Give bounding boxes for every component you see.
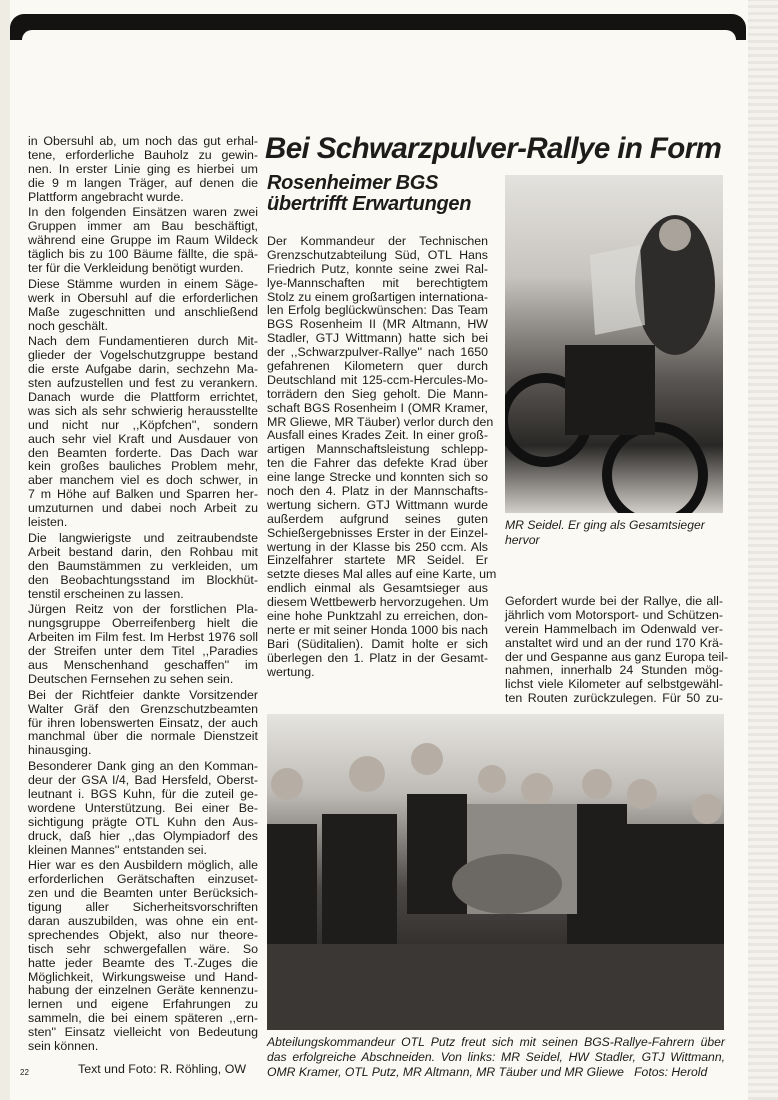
text-line: lernen und eigene Erfahrungen zu [28, 997, 258, 1012]
text-line: werk in Obersuhl auf die erforderlichen [28, 290, 258, 305]
photo1-caption: MR Seidel. Er ging als Gesamtsieger hervor [505, 518, 705, 547]
text-line: sichtigung prägte OTL Kuhn den Aus- [28, 814, 258, 829]
text-line: kein großes bauliches Problem mehr, [28, 459, 258, 474]
photo-group-riders [267, 714, 724, 1030]
right-column [505, 594, 729, 708]
text-line: eine hohe Punktzahl zu erreichen, don- [267, 609, 488, 624]
text-line: leutnant i. BGS Kuhn, für die zuteil ge- [28, 786, 258, 801]
article-title: Bei Schwarzpulver-Rallye in Form [265, 132, 722, 165]
text-line: Diese Stämme wurden in einem Säge- [28, 276, 258, 291]
text-line: Arbeit bestand darin, den Rohbau mit [28, 544, 258, 559]
text-line: auch sehr viel Kraft und Ausdauer von [28, 431, 258, 446]
subtitle-line: Rosenheimer BGS [267, 172, 439, 194]
text-line: len Erfolg beglückwünschen: Das Team [267, 303, 488, 318]
text-line: tenstil erscheinen zu lassen. [28, 586, 184, 601]
motorcycle-illustration [505, 175, 723, 513]
paragraph [28, 859, 258, 1053]
text-line: Stolz zu einem großartigen internationa- [267, 289, 488, 304]
text-line: lichst viele Kilometer auf selbstgewähl- [505, 677, 723, 692]
paragraph [505, 594, 729, 706]
photo-credit: Fotos: Herold [634, 1065, 708, 1079]
text-line: nahmen, innerhalb 24 Stunden mög- [505, 663, 723, 678]
text-line: noch den 4. Platz in der Mannschafts- [267, 484, 488, 499]
text-line: während eine Gruppe im Raum Wildeck [28, 233, 258, 248]
text-line: hinausging. [28, 743, 92, 758]
photo2-caption [267, 1035, 725, 1080]
text-line: Nach dem Fundamentieren durch Mit- [28, 334, 258, 349]
text-line: ter für die Verkleidung benötigt wurden. [28, 261, 244, 276]
text-line: erforderlichen Gerätschaften einzuset- [28, 872, 258, 887]
text-line: und nicht nur ,,Köpfchen'', sondern [28, 417, 258, 432]
text-line: Plattform angebracht wurde. [28, 189, 184, 204]
text-line: MR Gliewe, MR Täuber) verlor durch den [267, 414, 494, 429]
text-line: BGS Rosenheim II (MR Altmann, HW [267, 317, 488, 332]
text-line: anstaltet wird und an der rund 170 Krä- [505, 635, 723, 650]
text-line: leisten. [28, 515, 68, 530]
left-credit: Text und Foto: R. Röhling, OW [78, 1062, 247, 1076]
text-line: hatte jeder Beamte des T.-Zuges die [28, 955, 258, 970]
text-line: aber manchem viel es doch schwer, in [28, 473, 258, 488]
text-line: druck, daß hier ,,das Olympiadorf des [28, 828, 258, 843]
paragraph [28, 603, 258, 686]
text-line: der ,,Schwarzpulver-Rallye'' nach 1650 [267, 345, 488, 360]
text-line: Möglichkeit, Wirkungsweise und Hand- [28, 969, 258, 984]
text-line: In den folgenden Einsätzen waren zwei [28, 205, 258, 220]
text-line: der Streifen unter dem Titel ,,Paradies [28, 644, 258, 659]
text-line: Schießergebnisses Erster in der Einzel- [267, 525, 488, 540]
paragraph [28, 206, 258, 275]
text-line: deur der GSA I/4, Bad Hersfeld, Oberst- [28, 773, 258, 788]
text-line: manchmal über die normale Dienstzeit [28, 729, 258, 744]
text-line: tigung aller Sicherheitsvorschriften [28, 900, 258, 915]
text-line: wertung in der Klasse bis 250 ccm. Als [267, 539, 488, 554]
text-line: überlegen den 1. Platz in der Gesamt- [267, 650, 488, 665]
text-line: für ihren lobenswerten Einsatz, der auch [28, 715, 258, 730]
middle-column [267, 234, 497, 682]
paper-edge-left [0, 0, 10, 1100]
text-line: Friedrich Putz, konnte seine zwei Ral- [267, 261, 488, 276]
text-line: Hier war es den Ausbildern möglich, alle [28, 858, 258, 873]
paragraph [28, 135, 258, 204]
text-line: zen und die Beamten unter Berücksich- [28, 886, 258, 901]
text-line: sein können. [28, 1039, 99, 1053]
text-line: schaft BGS Rosenheim I (OMR Kramer, [267, 400, 488, 415]
text-line: nerte er mit seiner Honda 1000 bis nach [267, 622, 488, 637]
text-line: eine lange Strecke und konnten sich so [267, 470, 488, 485]
text-line: Gefordert wurde bei der Rallye, die all- [505, 594, 723, 608]
photo-rider-seidel [505, 175, 723, 513]
text-line: habung der einzelnen Geräte kennenzu- [28, 983, 258, 998]
page-number: 22 [20, 1068, 29, 1077]
text-line: täglich bis zu 100 Bäume fällte, die spä- [28, 247, 258, 262]
paragraph [28, 760, 258, 857]
text-line: den Beobachtungsstand im Blockhüt- [28, 572, 258, 587]
paper-edge-right [748, 0, 778, 1100]
text-line: noch geschält. [28, 318, 108, 333]
text-line: Stadler, GTJ Wittmann) hatte sich bei [267, 331, 488, 346]
text-line: Ausfall eines Krades Zeit. In einer groß- [267, 428, 488, 443]
text-line: die 9 m langen Träger, auf denen die [28, 175, 258, 190]
article-subtitle [267, 173, 471, 215]
text-line: Grenzschutzabteilung Süd, OTL Hans [267, 247, 488, 262]
text-line: nen. In erster Linie ging es hierbei um [28, 161, 258, 176]
text-line: umzuturnen und dabei noch Arbeit zu [28, 501, 258, 516]
text-line: Arbeiten im Film fest. Im Herbst 1976 soll [28, 630, 258, 645]
text-line: setzte dieses Mal alles auf eine Karte, um [267, 567, 497, 582]
group-illustration [267, 714, 724, 1030]
photo2-caption-text: Abteilungskommandeur OTL Putz freut sich mit seinen BGS-Rallye-Fahrern über das erfolgreiche Abschneiden. Von links: MR Seidel, HW Stadler, GTJ Wittmann, OMR Kramer, OTL Putz, MR Altmann, MR Täuber und MR Gliewe [267, 1035, 725, 1079]
text-line: Walter Gräf den Grenzschutzbeamten [28, 701, 258, 716]
text-line: diesem Wettbewerb hervorzugehen. Um [267, 595, 489, 610]
text-line: sten aufzustellen und fest zu verankern. [28, 376, 258, 391]
text-line: Besonderer Dank ging an den Komman- [28, 759, 258, 774]
text-line: was sich als sehr schwierig herausstellte [28, 403, 258, 418]
text-line: aus Menschenhand geschaffen'' im [28, 657, 258, 672]
text-line: Der Kommandeur der Technischen [267, 234, 488, 248]
text-line: Einzelfahrer startete MR Seidel. Er [267, 553, 488, 568]
text-line: daran auszubilden, was ohne ein ent- [28, 913, 258, 928]
text-line: gefahrenen Kilometern quer durch [267, 359, 488, 374]
text-line: ten die Fahrer das defekte Krad über [267, 456, 488, 471]
text-line: den Baumstämmen zu verkleiden, um [28, 558, 258, 573]
text-line: jährlich vom Motorsport- und Schützen- [505, 607, 723, 622]
text-line: sammeln, die bei einem späteren ,,ern- [28, 1011, 258, 1026]
text-line: Bei der Richtfeier dankte Vorsitzender [28, 687, 258, 702]
text-line: Die langwierigste und zeitraubendste [28, 530, 258, 545]
text-line: ten Routen zurückzulegen. Für 50 zu- [505, 691, 723, 706]
text-line: die erste Aufgabe darin, sechzehn Ma- [28, 362, 258, 377]
text-line: in Obersuhl ab, um noch das gut erhal- [28, 134, 258, 148]
text-line: glieder der Vogelschutzgruppe bestand [28, 348, 258, 363]
text-line: Deutschen Fernsehen zu sehen sein. [28, 671, 234, 686]
header-bar-inner [22, 30, 736, 44]
text-line: Deutschland mit 125-ccm-Hercules-Mo- [267, 372, 488, 387]
text-line: torrädern den Sieg geholt. Die Mann- [267, 386, 488, 401]
text-line: den Beamten forderte. Das Dach war [28, 445, 258, 460]
text-line: 7 m Höhe auf Balken und Sparren her- [28, 487, 258, 502]
text-line: endlich einmal als Gesamtsieger aus [267, 581, 488, 596]
subtitle-line: übertrifft Erwartungen [267, 193, 472, 215]
text-line: artigen Mannschaftsleistung schlepp- [267, 442, 488, 457]
text-line: Danach wurde die Plattform errichtet, [28, 390, 258, 405]
text-line: nungsgruppe Oberreifenberg hielt die [28, 616, 258, 631]
text-line: der und Gespanne aus ganz Europa teil- [505, 649, 729, 664]
paragraph [28, 532, 258, 601]
text-line: kleinen Mannes'' entstanden sei. [28, 842, 208, 857]
text-line: verein Hammelbach im Odenwald ver- [505, 621, 723, 636]
text-line: tene, erforderliche Bauholz zu gewin- [28, 147, 258, 162]
text-line: Maße zugeschnitten und anschließend [28, 304, 258, 319]
text-line: wordene Unterstützung. Bei einer Be- [28, 800, 258, 815]
text-line: sten'' Einsatz vielleicht von Bedeutung [28, 1025, 258, 1040]
paragraph [28, 278, 258, 334]
text-line: Gruppen immer am Bau beschäftigt, [28, 219, 258, 234]
text-line: Bari (Süditalien). Damit holte er sich [267, 636, 488, 651]
paragraph [28, 335, 258, 529]
text-line: tisch sehr schwergefallen wäre. So [28, 941, 258, 956]
paragraph [267, 234, 497, 680]
text-line: lye-Mannschaften mit berechtigtem [267, 275, 488, 290]
text-line: außerdem aufgrund seines guten [267, 511, 488, 526]
text-line: sprechendes Objekt, also nur theore- [28, 927, 258, 942]
left-column [28, 135, 258, 1056]
text-line: wertung. [267, 664, 315, 679]
paragraph [28, 689, 258, 758]
text-line: Jürgen Reitz von der forstlichen Pla- [28, 602, 258, 617]
text-line: wertung sichern. GTJ Wittmann wurde [267, 497, 488, 512]
